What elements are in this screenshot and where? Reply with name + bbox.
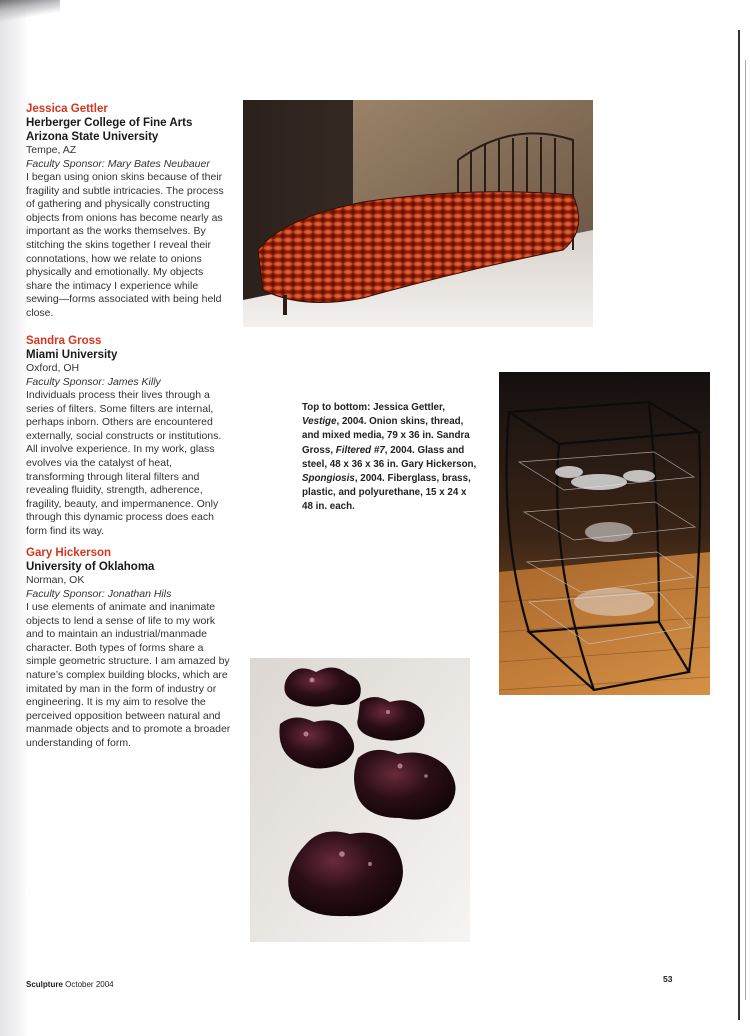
entry-hickerson [26, 546, 231, 751]
page-edge-line [738, 30, 740, 1020]
school-line: University of Oklahoma [26, 561, 155, 573]
artist-statement: I use elements of animate and inanimate objects to lend a sense of life to my work and to maintain an industrial/manmade character. Both types of forms share a simple geometric structure. I am amazed by nature’s complex building blocks, which are imitated by man in the form of industry or engineering. It is my aim to resolve the perceived opposition between natural and manmade objects and to promote a broader understanding of form. [26, 601, 231, 749]
artist-statement: I began using onion skins because of their fragility and subtle intricacies. The process of gathering and physically constructing objects from onions has become nearly as important as the works themselves. By stitching the skins together I reveal their connotations, how we relate to onions physically and emotionally. My objects share the intimacy I experience while sewing—forms associated with being held close. [26, 171, 224, 319]
location: Tempe, AZ [26, 144, 77, 156]
school-line: Miami University [26, 349, 118, 361]
caption-text: , 2004. Fiberglass, brass, plastic, and polyurethane, 15 x 24 x 48 in. each. [302, 473, 471, 513]
caption-text: , 2004. Onion skins, thread, and mixed media, 79 x 36 in. Sandra Gross, [302, 416, 470, 456]
school-line: Arizona State University [26, 131, 159, 143]
photo-vestige [243, 100, 593, 327]
photo-caption [302, 401, 477, 515]
school-line: Herberger College of Fine Arts [26, 117, 193, 129]
caption-text: Top to bottom: Jessica Gettler, [302, 402, 445, 413]
issue-date: October 2004 [65, 980, 114, 989]
entry-gross [26, 334, 231, 539]
location: Norman, OK [26, 574, 85, 586]
artist-name: Jessica Gettler [26, 103, 108, 115]
caption-title: Filtered #7 [335, 444, 385, 456]
caption-title: Vestige [302, 416, 337, 428]
artist-statement: Individuals process their lives through a series of filters. Some filters are internal, perhaps inborn. Others are encountered externally, social constructs or institutions. All involve experience. In my work, glass evolves via the catalyst of heat, transforming through literal filters and revealing fluidity, strength, adherence, fragility, beauty, and impermanence. Only through this dynamic process does each form find its way. [26, 389, 222, 537]
photo-filtered-7 [499, 372, 710, 695]
faculty-sponsor: Faculty Sponsor: Mary Bates Neubauer [26, 157, 210, 170]
page-spine-shadow [0, 0, 26, 1036]
magazine-name: Sculpture [26, 980, 63, 989]
caption-title: Spongiosis [302, 473, 355, 485]
faculty-sponsor: Faculty Sponsor: James Killy [26, 375, 161, 388]
faculty-sponsor: Faculty Sponsor: Jonathan Hils [26, 587, 172, 600]
running-footer [26, 980, 114, 989]
entry-gettler [26, 102, 231, 321]
page-number: 53 [663, 974, 673, 984]
page-corner-shadow [0, 0, 60, 22]
artist-name: Sandra Gross [26, 335, 102, 347]
artist-name: Gary Hickerson [26, 547, 112, 559]
location: Oxford, OH [26, 362, 80, 374]
photo-spongiosis [250, 658, 470, 942]
page-edge-line-secondary [745, 60, 746, 1000]
caption-text: , 2004. Glass and steel, 48 x 36 x 36 in. Gary Hickerson, [302, 444, 477, 470]
